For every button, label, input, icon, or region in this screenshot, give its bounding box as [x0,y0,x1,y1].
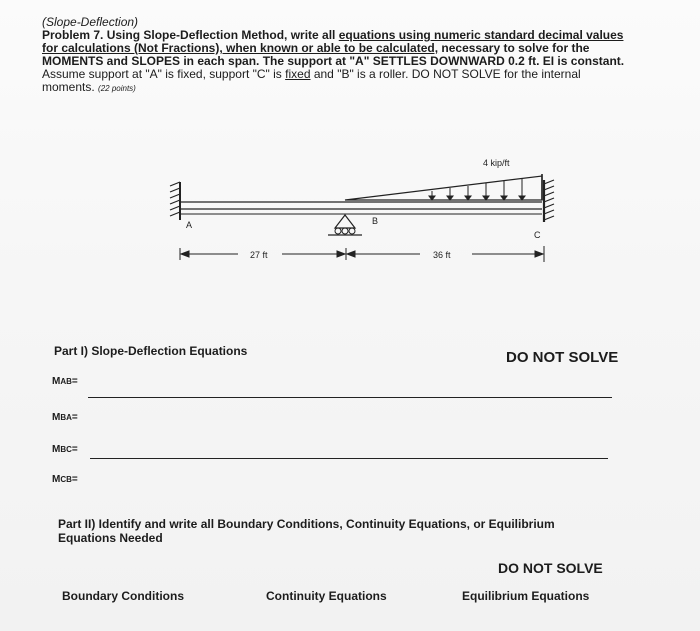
beam-diagram [150,150,570,280]
answer-line-mab[interactable] [88,397,612,398]
equation-mba: MBA= [52,412,78,423]
label-c: C [534,230,541,240]
column-continuity-equations: Continuity Equations [266,589,387,603]
equation-mcb: MCB= [52,474,78,485]
problem-line-2b: necessary to solve for the [438,41,590,55]
equation-mbc: MBC= [52,444,78,455]
problem-line-4a: Assume support at "A" is fixed, support "C" is [42,67,286,81]
column-boundary-conditions: Boundary Conditions [62,589,184,603]
problem-line-5: moments. [42,80,95,94]
label-a: A [186,220,193,230]
equation-mab: MAB= [52,376,78,387]
beam [180,202,542,214]
part2-title: Part II) Identify and write all Boundary Conditions, Continuity Equations, or Equilibrium Equations Needed [58,517,555,545]
load-label: 4 kip/ft [483,158,510,168]
section-tag: (Slope-Deflection) [42,15,139,29]
fixed-support-a [170,182,180,220]
problem-line-2: for calculations (Not Fractions), when known or able to be calculated, [42,41,439,55]
problem-statement [42,16,682,95]
column-equilibrium-equations: Equilibrium Equations [462,589,590,603]
problem-line-4b: and "B" is a roller. DO NOT SOLVE for the internal [310,67,581,81]
span-bc-label: 36 ft [433,250,451,260]
roller-support-b [328,215,362,235]
label-b: B [372,216,379,226]
problem-line-4-fixed: fixed [285,67,311,81]
do-not-solve-part2: DO NOT SOLVE [498,560,603,576]
problem-line-1a: Problem 7. Using Slope-Deflection Method, write all [42,28,339,42]
do-not-solve-part1: DO NOT SOLVE [506,349,619,366]
span-ab-label: 27 ft [250,250,268,260]
distributed-load [345,174,542,200]
problem-line-3: MOMENTS and SLOPES in each span. The support at "A" SETTLES DOWNWARD 0.2 ft. EI is constant. [42,54,625,68]
problem-line-1b: equations using numeric standard decimal values [338,28,624,42]
fixed-support-c [544,180,554,222]
points-label: (22 points) [98,84,136,93]
part1-title: Part I) Slope-Deflection Equations [54,344,248,358]
answer-line-mbc[interactable] [90,458,608,459]
